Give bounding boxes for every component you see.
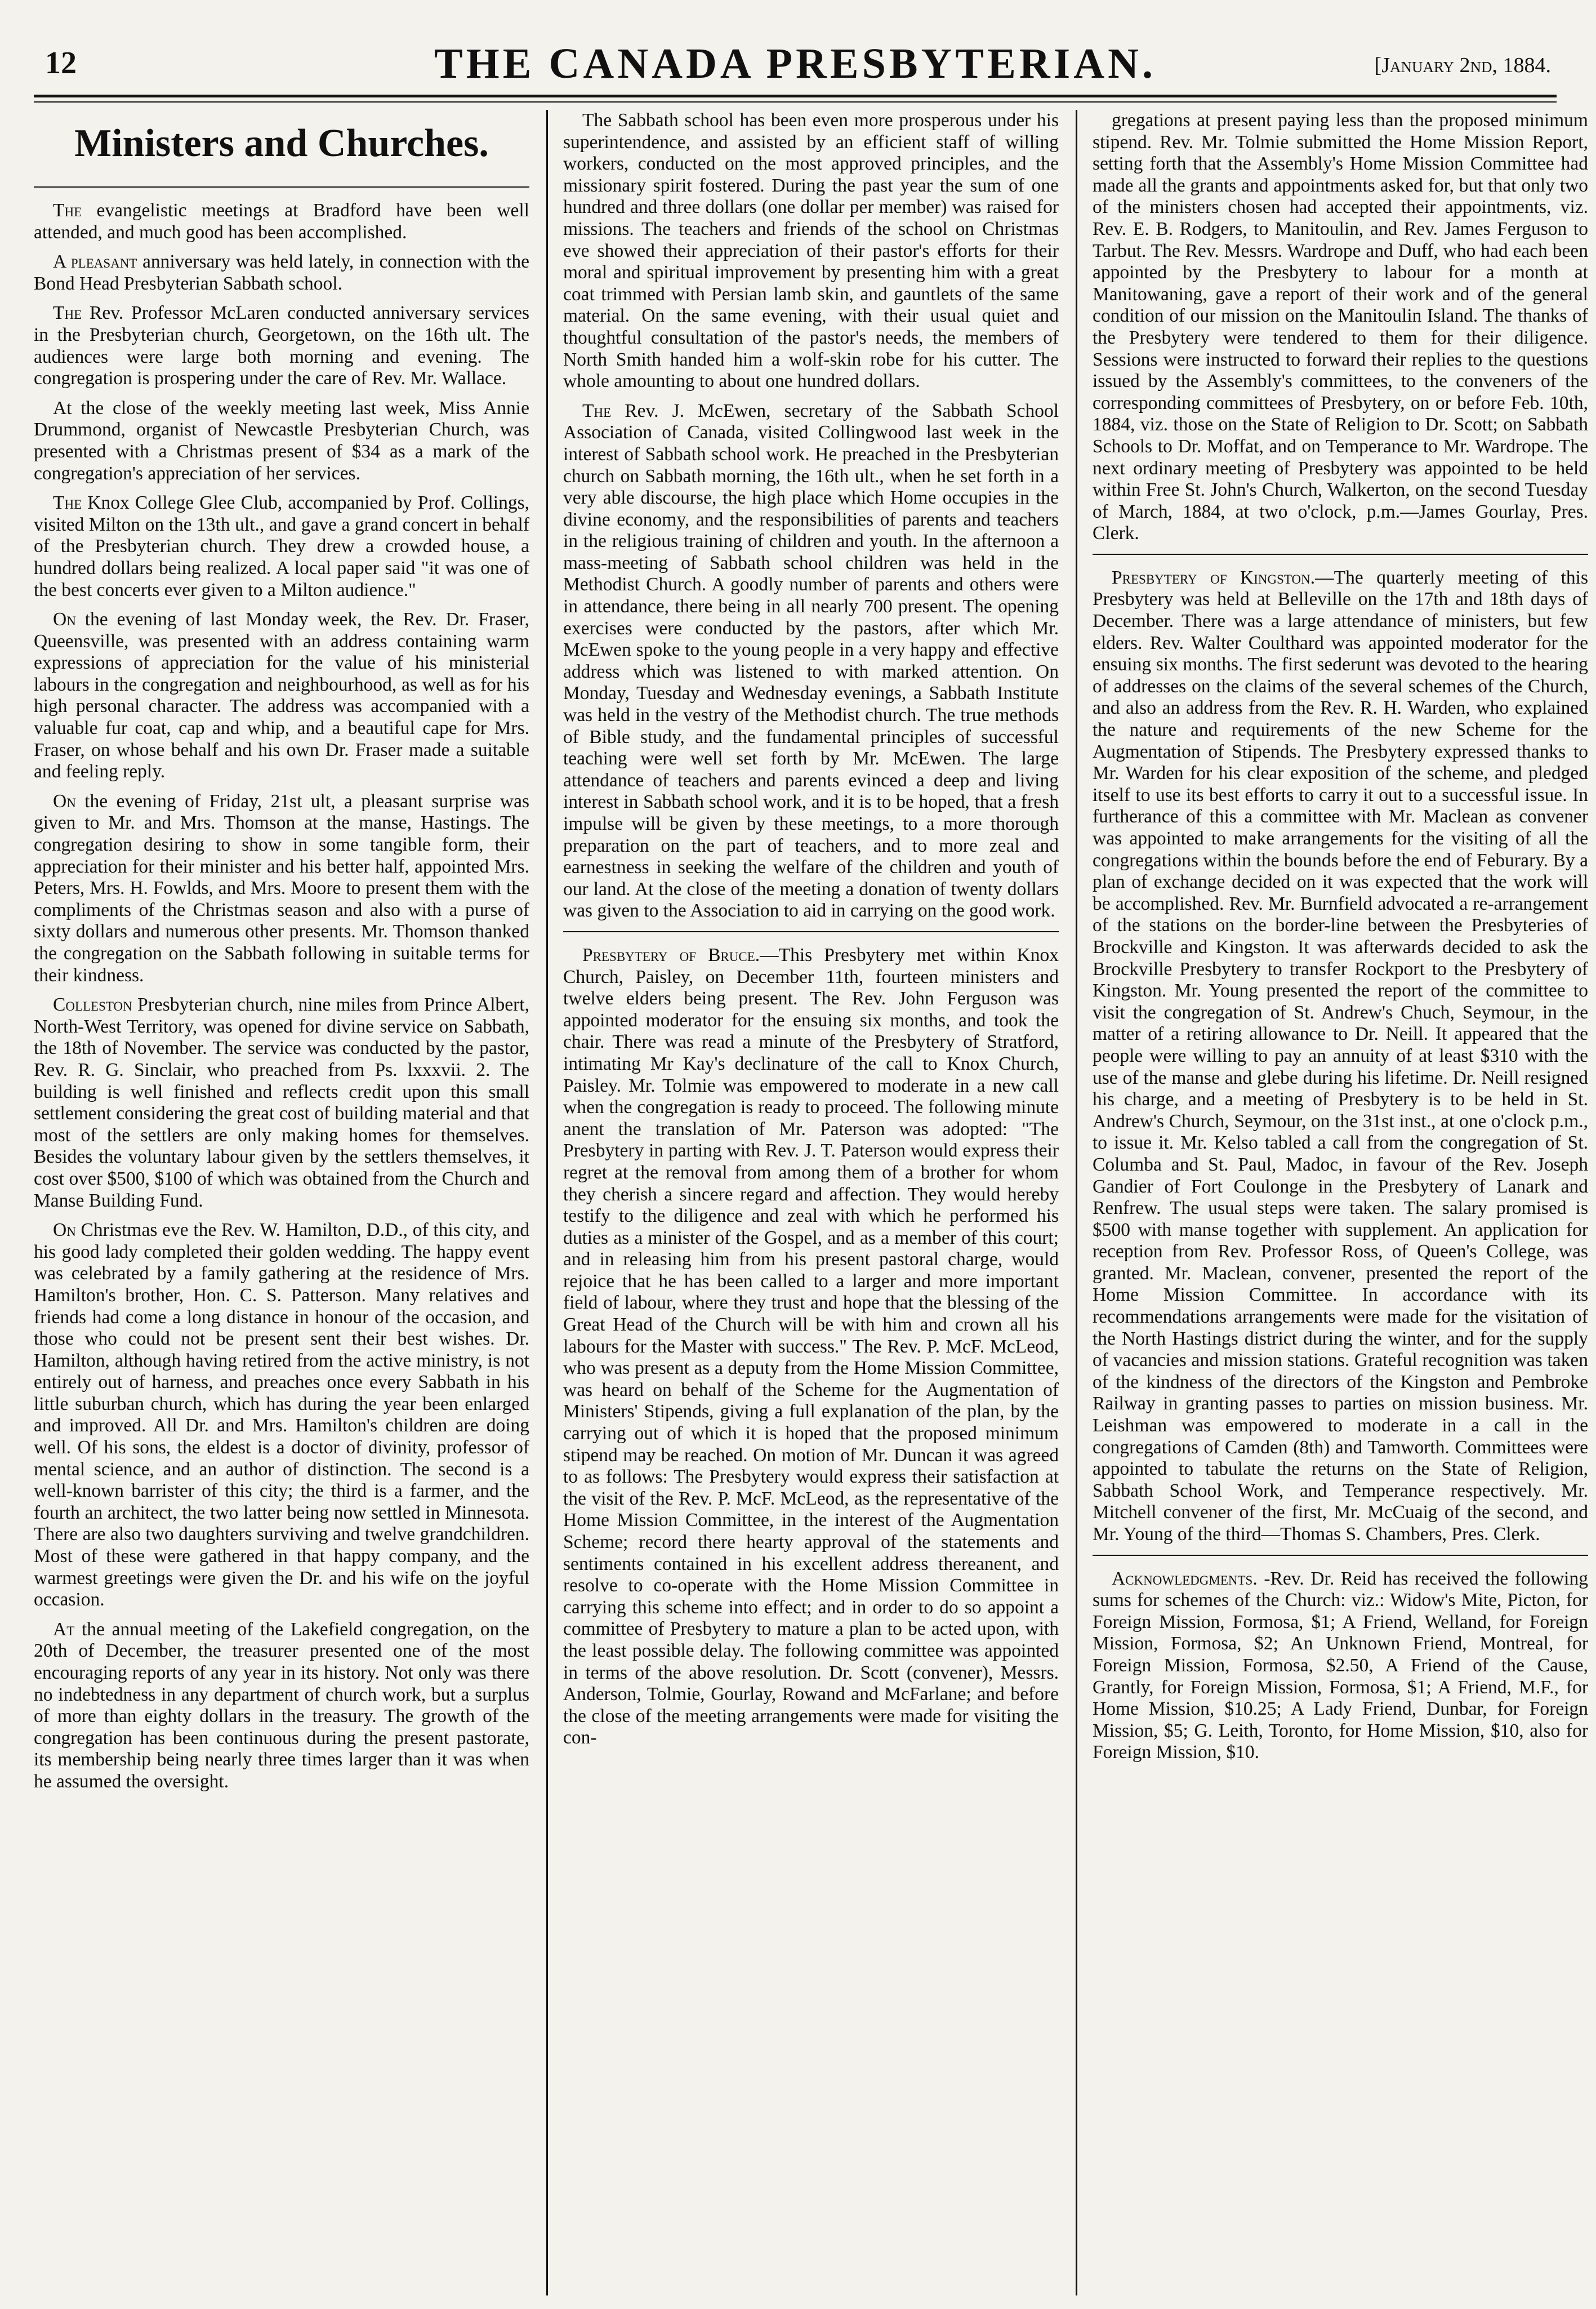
news-paragraph bbox=[1093, 567, 1588, 1546]
section-title: Ministers and Churches. bbox=[74, 122, 489, 165]
issue-date: [January 2nd, 1884. bbox=[1374, 54, 1551, 77]
paragraph-text: Christmas eve the Rev. W. Hamilton, D.D., of this city, and his good lady completed their golden wedding. The happy event was celebrated by a family gathering at the residence of Mrs. Hamilton's brother, Hon. C. S. Patterson. Many relatives and friends had come a long distance in honour of the occasion, and those who could not be present sent their best wishes. Dr. Hamilton, although having retired from the active ministry, is not entirely out of harness, and preaches once every Sabbath in his little suburban church, which has during the year been enlarged and improved. All Dr. and Mrs. Hamilton's children are doing well. Of his sons, the eldest is a doctor of divinity, professor of mental science, and an author of distinction. The second is a well-known barrister of this city; the third is a farmer, and the fourth an architect, the two latter being now settled in Minnesota. There are also two daughters surviving and twelve grandchildren. Most of these were gathered in that happy company, and the warmest greetings were given the Dr. and his wife on the joyful occasion. bbox=[34, 1220, 529, 1610]
news-paragraph bbox=[34, 1220, 529, 1611]
news-paragraph bbox=[34, 251, 529, 295]
header-rule-thin bbox=[34, 101, 1557, 103]
paragraph-lead: The bbox=[53, 200, 82, 221]
paragraph-text: the evening of Friday, 21st ult, a pleasant surprise was given to Mr. and Mrs. Thomson at the manse, Hastings. The congregation desiring to show in some tangible form, their appreciation for their minister and his better half, appointed Mrs. Peters, Mrs. H. Fowlds, and Mrs. Moore to present them with the compliments of the Christmas season and also with a purse of sixty dollars and numerous other presents. Mr. Thomson thanked the congregation on the Sabbath following in suitable terms for their kindness. bbox=[34, 790, 529, 986]
column-1 bbox=[34, 110, 529, 1801]
paragraph-text: —This Presbytery met within Knox Church, Paisley, on December 11th, fourteen ministers and twelve elders being present. The Rev. John Ferguson was appointed moderator for the ensuing six months, and took the chair. There was read a minute of the Presbytery of Stratford, intimating Mr Kay's declinature of the call to Knox Church, Paisley. Mr. Tolmie was empowered to moderate in a new call when the congregation is ready to proceed. The following minute anent the translation of Mr. Paterson was adopted: "The Presbytery in parting with Rev. J. T. Paterson would express their regret at the removal from among them of a brother for whom they cherish a sincere regard and affection. They would hereby testify to the diligence and zeal with which he performed his duties as a minister of the Gospel, and as a member of this court; and in releasing him from his present pastoral charge, would rejoice that he has been called to a larger and more important field of labour, where they trust and hope that the blessing of the Great Head of the Church will be with him and crown all his labours for the Master with success." The Rev. P. McF. McLeod, who was present as a deputy from the Home Mission Committee, was heard on behalf of the Scheme for the Augmentation of Ministers' Stipends, giving a full explanation of the plan, by the carrying out of which it is hoped that the proposed minimum stipend may be reached. On motion of Mr. Duncan it was agreed to as follows: The Presbytery would express their satisfaction at the visit of the Rev. P. McF. McLeod, as the representative of the Home Mission Committee, in the interest of the Augmentation Scheme; record there hearty approval of the statements and sentiments contained in his excellent address thereanent, and resolve to co-operate with the Home Mission Committee in carrying this scheme into effect; and in order to do so appoint a committee of Presbytery to mature a plan to be acted upon, with the least possible delay. The following committee was appointed in terms of the above resolution. Dr. Scott (convener), Messrs. Anderson, Tolmie, Gourlay, Rowand and McFarlane; and before the close of the meeting arrangements were made for visiting the con- bbox=[563, 944, 1059, 1749]
paragraph-lead: On bbox=[53, 609, 76, 630]
paragraph-lead: The bbox=[53, 302, 82, 324]
paragraph-text: The Sabbath school has been even more prosperous under his superintendence, and assisted by an efficient staff of willing workers, conducted on the most approved principles, and the missionary spirit fostered. During the past year the sum of one hundred and three dollars (one dollar per member) was raised for missions. The teachers and friends of the school on Christmas eve showed their appreciation of their pastor's efforts for their moral and spiritual improvement by presenting him with a great coat trimmed with Persian lamb skin, and gauntlets of the same material. On the same evening, with their usual quiet and thoughtful consultation of the pastor's needs, the members of North Smith handed him a wolf-skin robe for his cutter. The whole amounting to about one hundred dollars. bbox=[563, 110, 1059, 392]
header-rule-thick bbox=[34, 95, 1557, 97]
paragraph-text: —The quarterly meeting of this Presbytery was held at Belleville on the 17th and 18th days of December. There was a large attendance of ministers, but few elders. Rev. Walter Coulthard was appointed moderator for the ensuing six months. The first sederunt was devoted to the hearing of addresses on the claims of the several schemes of the Church, and also an address from the Rev. R. H. Warden, who explained the nature and requirements of the new Scheme for the Augmentation of Stipends. The Presbytery expressed thanks to Mr. Warden for his clear exposition of the scheme, and pledged itself to use its best efforts to carry it out to a successful issue. In furtherance of this a committee with Mr. Maclean as convener was appointed to make arrangements for the visiting of all the congregations within the bounds before the end of Feburary. By a plan of exchange decided on it was expected that the work will be accomplished. Rev. Mr. Burnfield advocated a re-arrangement of the stations on the border-line between the Presbyteries of Brockville and Kingston. It was afterwards decided to ask the Brockville Presbytery to transfer Rockport to the Presbytery of Kingston. Mr. Young presented the report of the committee to visit the congregation of St. Andrew's Chuch, Seymour, in the matter of a retiring allowance to Dr. Neill. It appeared that the people were willing to pay an annuity of at least $310 with the use of the manse and glebe during his lifetime. Dr. Neill resigned his charge, and a meeting of Presbytery is to be held in St. Andrew's Church, Seymour, on the 31st inst., at one o'clock p.m., to issue it. Mr. Kelso tabled a call from the congregation of St. Columba and St. Paul, Madoc, in favour of the Rev. Joseph Gandier of Fort Coulonge in the Presbytery of Lanark and Renfrew. The usual steps were taken. The salary promised is $500 with manse together with supplement. An application for reception from Rev. Professor Ross, of Queen's College, was granted. Mr. Maclean, convener, presented the report of the Home Mission Committee. In accordance with its recommendations arrangements were made for the visitation of the North Hastings district during the winter, and for the supply of vacancies and mission stations. Grateful recognition was taken of the kindness of the directors of the Kingston and Pembroke Railway in granting passes to parties on mission business. Mr. Leishman was empowered to moderate in a call in the congregations of Camden (8th) and Tamworth. Committees were appointed to tabulate the returns on the State of Religion, Sabbath School Work, and Temperance respectively. Mr. Mitchell convener of the first, Mr. McCuaig of the second, and Mr. Young of the third—Thomas S. Chambers, Pres. Clerk. bbox=[1093, 567, 1588, 1545]
paragraph-lead: The bbox=[53, 492, 82, 514]
news-paragraph bbox=[563, 401, 1059, 922]
paragraph-lead: The bbox=[582, 400, 612, 421]
news-paragraph bbox=[1093, 110, 1588, 545]
news-paragraph bbox=[34, 994, 529, 1212]
paragraph-text: Rev. Professor McLaren conducted anniversary services in the Presbyterian church, Georgetown, on the 16th ult. The audiences were large both morning and evening. The congregation is prospering under the care of Rev. Mr. Wallace. bbox=[34, 302, 529, 389]
news-paragraph bbox=[563, 110, 1059, 393]
paragraph-text: -Rev. Dr. Reid has received the following sums for schemes of the Church: viz.: Widow's Mite, Picton, for Foreign Mission, Formosa, $1; A Friend, Welland, for Foreign Mission, Formosa, $2; An Unknown Friend, Montreal, for Foreign Mission, Formosa, $2.50, A Friend of the Cause, Grantly, for Foreign Mission, Formosa, $1; A Friend, M.F., for Home Mission, $10.25; A Lady Friend, Dunbar, for Foreign Mission, $5; G. Leith, Toronto, for Home Mission, $10, also for Foreign Mission, $10. bbox=[1093, 1568, 1588, 1763]
paragraph-text: evangelistic meetings at Bradford have been well attended, and much good has been accomplished. bbox=[34, 200, 529, 243]
article-rule bbox=[563, 931, 1059, 932]
news-paragraph bbox=[1093, 1568, 1588, 1764]
paragraph-lead: Presbytery of Bruce. bbox=[582, 944, 760, 966]
page-header bbox=[34, 39, 1557, 101]
masthead-title: THE CANADA PRESBYTERIAN. bbox=[434, 40, 1157, 87]
paragraph-text: the annual meeting of the Lakefield congregation, on the 20th of December, the treasurer presented one of the most encouraging reports of any year in its history. Not only was there no indebtedness in any department of church work, but a surplus of more than eighty dollars in the treasury. The growth of the congregation has been continuous during the present pastorate, its membership being nearly three times larger than it was when he assumed the oversight. bbox=[34, 1618, 529, 1792]
news-paragraph bbox=[34, 1619, 529, 1793]
news-paragraph bbox=[34, 791, 529, 986]
paragraph-lead: Colleston bbox=[53, 994, 132, 1016]
paragraph-lead: At bbox=[53, 1618, 75, 1640]
paragraph-text: Rev. J. McEwen, secretary of the Sabbath School Association of Canada, visited Collingwood last week in the interest of Sabbath school work. He preached in the Presbyterian church on Sabbath morning, the 16th ult., when he set forth in a very able discourse, the high place which Home occupies in the divine economy, and the responsibilities of parents and teachers in the religious training of children and youth. In the afternoon a mass-meeting of Sabbath school children was held in the Methodist Church. A goodly number of parents and others were in attendance, there being in all nearly 700 present. The opening exercises were conducted by the pastors, after which Mr. McEwen spoke to the young people in a very happy and effective address which was listened to with marked attention. On Monday, Tuesday and Wednesday evenings, a Sabbath Institute was held in the vestry of the Methodist church. The true methods of Bible study, and the fundamental principles of successful teaching were well set forth by Mr. McEwen. The large attendance of teachers and parents evinced a deep and living interest in Sabbath school work, and it is to be hoped, that a fresh impulse will be given by these meetings, to a more thorough preparation on the part of teachers, and to more zeal and earnestness in seeking the welfare of the children and youth of our land. At the close of the meeting a donation of twenty dollars was given to the Association to aid in carrying on the good work. bbox=[563, 400, 1059, 922]
paragraph-lead: On bbox=[53, 790, 76, 812]
paragraph-text: the evening of last Monday week, the Rev. Dr. Fraser, Queensville, was presented with an address containing warm expressions of appreciation for the value of his ministerial labours in the congregation and neighbourhood, as well as for his high personal character. The address was accompanied with a valuable fur coat, cap and whip, and a beautiful cape for Mrs. Fraser, on whose behalf and his own Dr. Fraser made a suitable and feeling reply. bbox=[34, 609, 529, 782]
paragraph-text: At the close of the weekly meeting last week, Miss Annie Drummond, organist of Newcastle Presbyterian Church, was presented with a Christmas present of $34 as a mark of the congregation's appreciation of her services. bbox=[34, 397, 529, 484]
column-1-body bbox=[34, 200, 529, 1793]
column-3-body bbox=[1093, 110, 1588, 1764]
news-paragraph bbox=[34, 398, 529, 484]
paragraph-text: gregations at present paying less than the proposed minimum stipend. Rev. Mr. Tolmie submitted the Home Mission Report, setting forth that the Assembly's Home Mission Committee had made all the grants and appointments asked for, but that only two of the ministers chosen had accepted their appointments, viz. Rev. E. B. Rodgers, to Manitoulin, and Rev. James Ferguson to Tarbut. The Rev. Messrs. Wardrope and Duff, who had each been appointed by the Presbytery to labour for a month at Manitowaning, gave a report of their work and of the general condition of our mission on the Manitoulin Island. The thanks of the Presbytery were tendered to them for their diligence. Sessions were instructed to forward their replies to the questions issued by the Assembly's committees, to the conveners of the corresponding committees of Presbytery, on or before Feb. 10th, 1884, viz. those on the State of Religion to Dr. Scott; on Sabbath Schools to Dr. Moffat, and on Temperance to Mr. Wardrope. The next ordinary meeting of Presbytery was appointed to be held within Free St. John's Church, Walkerton, on the second Tuesday of March, 1884, at two o'clock, p.m.—James Gourlay, Pres. Clerk. bbox=[1093, 110, 1588, 544]
news-paragraph bbox=[34, 609, 529, 783]
column-divider bbox=[1076, 110, 1077, 2295]
paragraph-lead: Presbytery of Kingston. bbox=[1112, 567, 1316, 588]
article-rule bbox=[1093, 554, 1588, 555]
paragraph-lead: Acknowledgments. bbox=[1112, 1568, 1258, 1589]
column-2 bbox=[563, 110, 1059, 1757]
paragraph-text: Presbyterian church, nine miles from Prince Albert, North-West Territory, was opened for divine service on Sabbath, the 18th of November. The service was conducted by the pastor, Rev. R. G. Sinclair, who preached from Ps. lxxxvii. 2. The building is well finished and reflects credit upon this small settlement considering the great cost of building material and that most of the settlers are only making homes for themselves. Besides the voluntary labour given by the settlers themselves, it cost over $500, $100 of which was obtained from the Church and Manse Building Fund. bbox=[34, 994, 529, 1211]
column-3 bbox=[1093, 110, 1588, 1772]
section-rule bbox=[34, 186, 529, 188]
column-divider bbox=[546, 110, 548, 2295]
paragraph-lead: On bbox=[53, 1220, 76, 1241]
news-paragraph bbox=[34, 492, 529, 601]
news-paragraph bbox=[34, 200, 529, 243]
paragraph-text: Knox College Glee Club, accompanied by Prof. Collings, visited Milton on the 13th ult., and gave a grand concert in behalf of the Presbyterian church. They drew a crowded house, a hundred dollars being realized. A local paper said "it was one of the best concerts ever given to a Milton audience." bbox=[34, 492, 529, 600]
paragraph-text: anniversary was held lately, in connection with the Bond Head Presbyterian Sabbath school. bbox=[34, 251, 529, 294]
news-paragraph bbox=[34, 302, 529, 389]
news-paragraph bbox=[563, 945, 1059, 1749]
article-rule bbox=[1093, 1555, 1588, 1556]
paragraph-lead: A pleasant bbox=[53, 251, 137, 273]
column-2-body bbox=[563, 110, 1059, 1749]
page-number: 12 bbox=[45, 46, 77, 81]
